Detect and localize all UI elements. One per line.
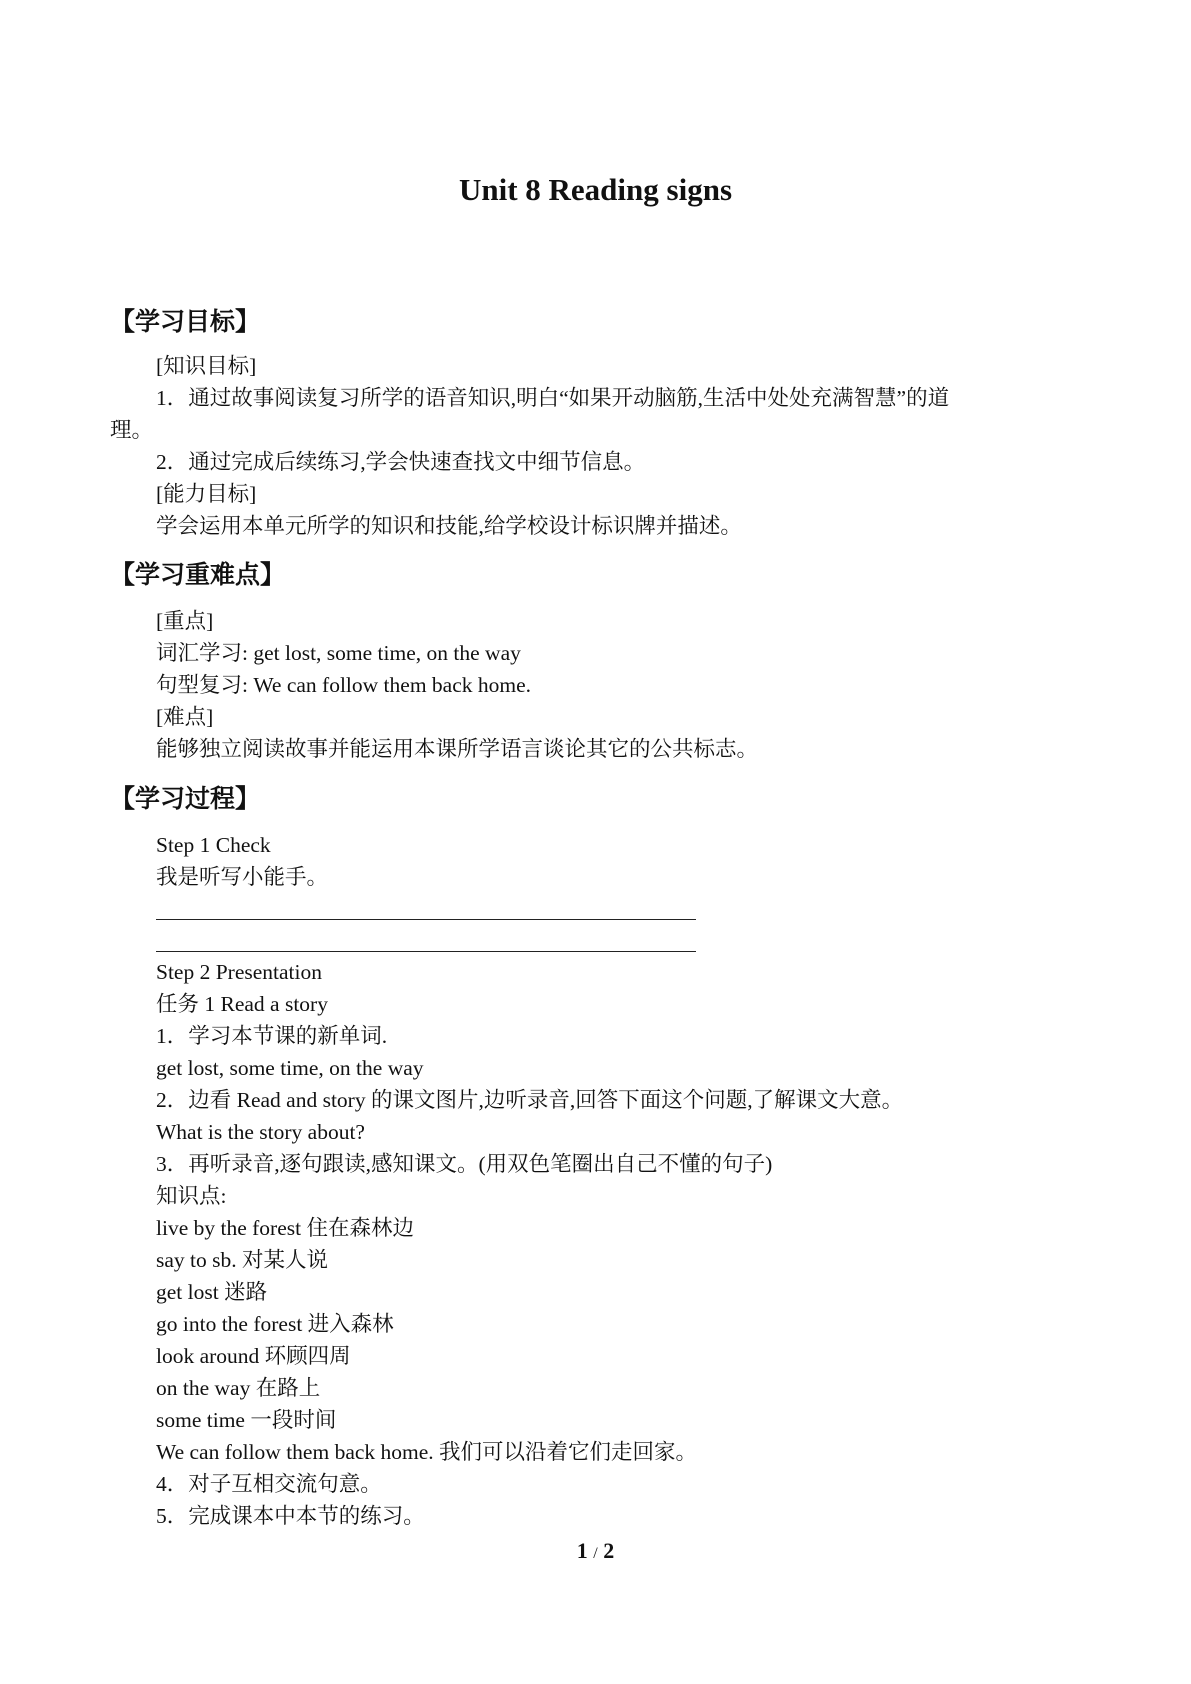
goal-item-1: 1．通过故事阅读复习所学的语音知识,明白“如果开动脑筋,生活中处处充满智慧”的道	[156, 386, 950, 410]
ability-goal-text: 学会运用本单元所学的知识和技能,给学校设计标识牌并描述。	[156, 514, 742, 538]
sentence-line: 句型复习: We can follow them back home.	[156, 673, 532, 697]
page-number	[0, 1536, 1191, 1569]
difficult-point-label: [难点]	[156, 705, 214, 729]
step-2-heading: Step 2 Presentation	[156, 960, 323, 984]
page-number-current: 1	[576, 1538, 588, 1563]
dictation-line: 我是听写小能手。	[156, 865, 329, 889]
process-item-1: 1．学习本节课的新单词.	[156, 1024, 388, 1048]
knowledge-point: We can follow them back home. 我们可以沿着它们走回家。	[156, 1440, 698, 1464]
page-title: Unit 8 Reading signs	[458, 172, 733, 207]
section-heading-goals: 【学习目标】	[110, 307, 261, 336]
knowledge-point: go into the forest 进入森林	[156, 1312, 394, 1336]
ability-goal-label: [能力目标]	[156, 482, 257, 506]
knowledge-point: on the way 在路上	[156, 1376, 321, 1400]
section-heading-focus: 【学习重难点】	[110, 560, 286, 589]
knowledge-point: live by the forest 住在森林边	[156, 1216, 414, 1240]
knowledge-point: get lost 迷路	[156, 1280, 268, 1304]
section-heading-process: 【学习过程】	[110, 784, 261, 813]
process-item-2-question: What is the story about?	[156, 1120, 365, 1144]
process-item-5: 5．完成课本中本节的练习。	[156, 1504, 425, 1528]
page-number-total: 2	[603, 1538, 615, 1563]
difficult-point-text: 能够独立阅读故事并能运用本课所学语言谈论其它的公共标志。	[156, 737, 759, 761]
process-item-3: 3．再听录音,逐句跟读,感知课文。(用双色笔圈出自己不懂的句子)	[156, 1152, 773, 1176]
answer-blank-line-1	[156, 919, 696, 920]
key-point-label: [重点]	[156, 609, 214, 633]
knowledge-point: say to sb. 对某人说	[156, 1248, 329, 1272]
process-item-4: 4．对子互相交流句意。	[156, 1472, 382, 1496]
page-number-separator: /	[593, 1545, 598, 1562]
knowledge-point: look around 环顾四周	[156, 1344, 351, 1368]
knowledge-goal-label: [知识目标]	[156, 354, 257, 378]
goal-item-2: 2．通过完成后续练习,学会快速查找文中细节信息。	[156, 450, 646, 474]
process-item-1-words: get lost, some time, on the way	[156, 1056, 424, 1080]
knowledge-points-label: 知识点:	[156, 1184, 227, 1208]
knowledge-point: some time 一段时间	[156, 1408, 337, 1432]
process-item-2: 2．边看 Read and story 的课文图片,边听录音,回答下面这个问题,了解课文大意。	[156, 1088, 904, 1112]
answer-blank-line-2	[156, 951, 696, 952]
step-1-heading: Step 1 Check	[156, 833, 271, 857]
vocab-line: 词汇学习: get lost, some time, on the way	[156, 641, 521, 665]
task-1-heading: 任务 1 Read a story	[156, 992, 328, 1016]
goal-item-1-continued: 理。	[110, 418, 154, 442]
